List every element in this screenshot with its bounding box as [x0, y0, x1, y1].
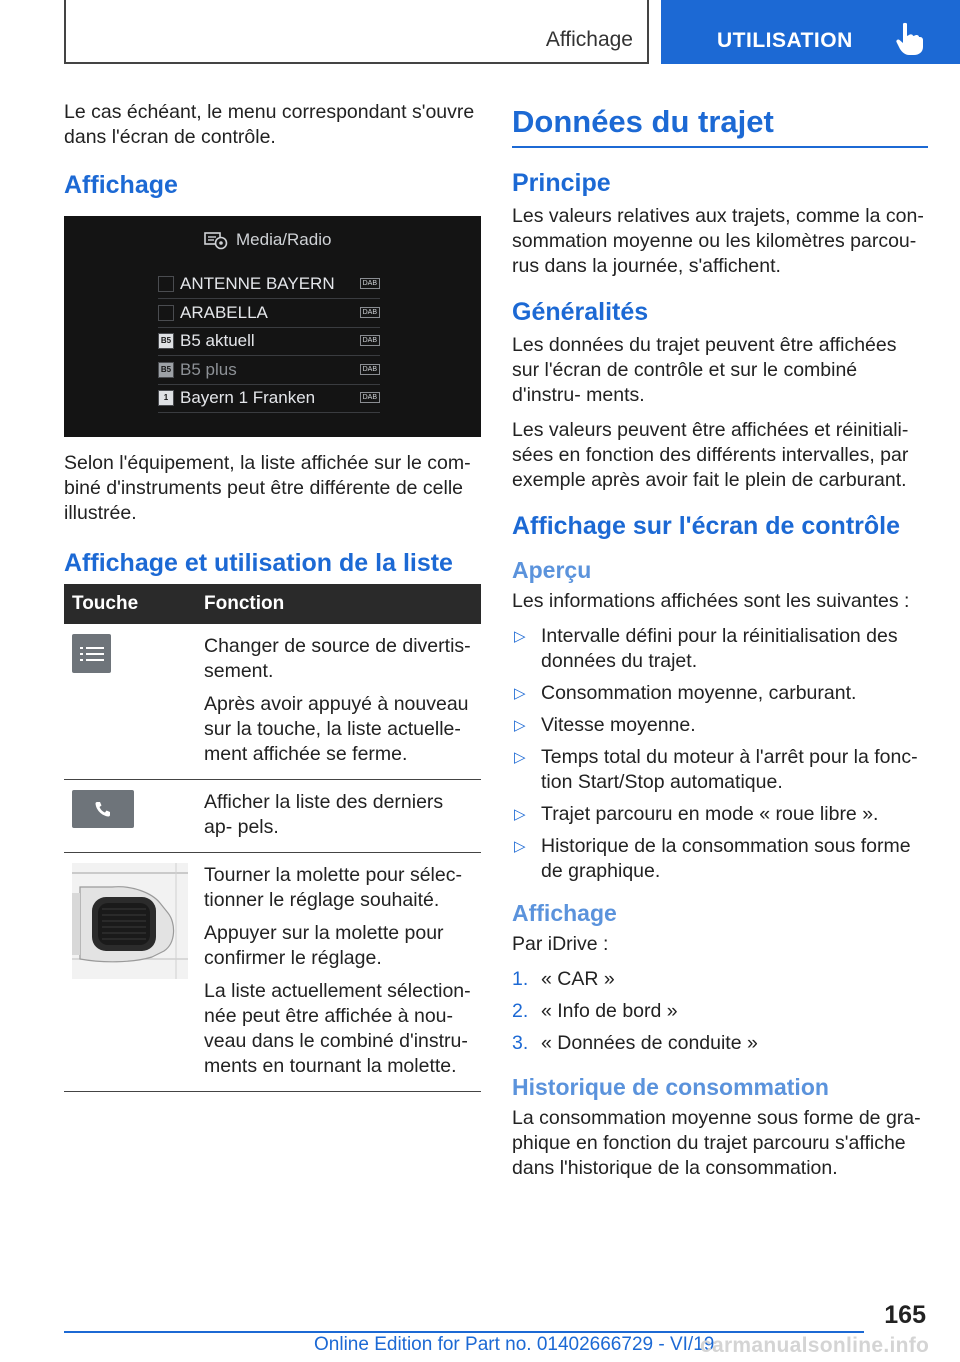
step-number: 2. — [512, 1000, 529, 1022]
station-row — [158, 328, 380, 353]
list-item: ▷ Intervalle défini pour la réinitialisation des données du trajet. — [514, 625, 898, 672]
table-row — [64, 780, 481, 853]
screen-note: Selon l'équipement, la liste affichée sur le com- biné d'instruments peut être différente de celle illustrée. — [64, 452, 471, 524]
step-number: 1. — [512, 968, 529, 990]
page-number: 165 — [884, 1301, 926, 1329]
station-row — [158, 300, 380, 325]
dab-badge: DAB — [360, 307, 380, 318]
header-section-box — [64, 0, 649, 64]
affichage-text: Par iDrive : — [512, 933, 609, 955]
principe-text: Les valeurs relatives aux trajets, comme la con- sommation moyenne ou les kilomètres parcou- rus dans la journée, s'affichent. — [512, 205, 924, 277]
list-item: ▷ Trajet parcouru en mode « roue libre ». — [514, 803, 879, 825]
preset-box: B5 — [158, 333, 174, 349]
historique-text: La consommation moyenne sous forme de gra- phique en fonction du trajet parcouru s'affiche dans l'historique de la consommation. — [512, 1107, 921, 1179]
preset-box — [158, 276, 174, 292]
triangle-bullet-icon: ▷ — [514, 628, 526, 645]
header-chapter-title: UTILISATION — [717, 29, 853, 52]
dab-badge: DAB — [360, 278, 380, 289]
table-cell-text: Après avoir appuyé à nouveau sur la touche, la liste actuelle- ment affichée se ferme. — [204, 693, 469, 765]
generalites-text-2: Les valeurs peuvent être affichées et réinitiali- sées en fonction des différents intervalles, par exemple après avoir fait le plein de carburant. — [512, 419, 909, 491]
station-name: Bayern 1 Franken — [180, 387, 316, 407]
table-cell-text: La liste actuellement sélection- née peut être affichée à nou- veau dans le combiné d'instru- ments en tournant la molette. — [204, 980, 471, 1077]
triangle-bullet-icon: ▷ — [514, 717, 526, 734]
station-name: B5 plus — [180, 359, 237, 379]
dab-badge: DAB — [360, 392, 380, 403]
station-row — [158, 357, 380, 382]
media-radio-icon — [204, 230, 228, 250]
heading-apercu: Aperçu — [512, 557, 592, 583]
list-item: ▷ Vitesse moyenne. — [514, 714, 696, 736]
list-item: ▷ Historique de la consommation sous forme de graphique. — [514, 835, 911, 882]
table-cell-text: Afficher la liste des derniers ap- pels. — [204, 791, 444, 838]
screen-title-bar — [204, 230, 331, 250]
list-item: ▷ Consommation moyenne, carburant. — [514, 682, 857, 704]
heading-list: Affichage et utilisation de la liste — [64, 549, 453, 577]
list-item: 3. « Données de conduite » — [512, 1032, 758, 1054]
list-item: 2. « Info de bord » — [512, 1000, 678, 1022]
heading-affichage-sub: Affichage — [512, 900, 617, 926]
triangle-bullet-icon: ▷ — [514, 749, 526, 766]
function-table — [64, 584, 481, 1092]
radio-screen-photo — [64, 216, 481, 437]
footer-rule — [64, 1331, 864, 1333]
table-cell-text: Tourner la molette pour sélec- tionner le réglage souhaité. — [204, 864, 462, 911]
station-row — [158, 385, 380, 410]
table-cell-text: Changer de source de divertis- sement. — [204, 635, 471, 682]
step-number: 3. — [512, 1032, 529, 1054]
generalites-text-1: Les données du trajet peuvent être affichées sur l'écran de contrôle et sur le combiné d'instru- ments. — [512, 334, 897, 406]
steps-list — [512, 967, 928, 1056]
header-chapter-tab — [661, 0, 960, 64]
station-name: B5 aktuell — [180, 330, 255, 350]
intro-text: Le cas échéant, le menu correspondant s'ouvre dans l'écran de contrôle. — [64, 101, 475, 148]
heading-affichage: Affichage — [64, 171, 178, 199]
thumbwheel-image — [72, 863, 188, 979]
left-column — [64, 100, 481, 1092]
triangle-bullet-icon: ▷ — [514, 685, 526, 702]
watermark: carmanualsonline.info — [700, 1334, 930, 1357]
table-header-fonction: Fonction — [196, 584, 481, 624]
table-row — [64, 853, 481, 1092]
screen-title: Media/Radio — [236, 230, 332, 249]
header-section-title: Affichage — [545, 28, 633, 51]
heading-principe: Principe — [512, 169, 611, 197]
dab-badge: DAB — [360, 335, 380, 346]
station-row — [158, 271, 380, 296]
apercu-text: Les informations affichées sont les suivantes : — [512, 590, 910, 612]
right-column — [512, 100, 928, 1191]
dab-badge: DAB — [360, 364, 380, 375]
heading-ecran: Affichage sur l'écran de contrôle — [512, 512, 900, 540]
section-title: Données du trajet — [512, 100, 928, 148]
footer-edition: Online Edition for Part no. 01402666729 - VI/19 — [314, 1334, 715, 1355]
list-item: 1. « CAR » — [512, 968, 615, 990]
preset-box — [158, 305, 174, 321]
triangle-bullet-icon: ▷ — [514, 806, 526, 823]
list-button-icon — [72, 634, 111, 673]
list-item: ▷ Temps total du moteur à l'arrêt pour la fonc- tion Start/Stop automatique. — [514, 746, 918, 793]
heading-historique: Historique de consommation — [512, 1074, 829, 1100]
table-header-touche: Touche — [64, 584, 196, 624]
preset-box: B5 — [158, 362, 174, 378]
preset-box: 1 — [158, 390, 174, 406]
heading-generalites: Généralités — [512, 298, 649, 326]
table-row — [64, 624, 481, 780]
station-name: ARABELLA — [180, 302, 268, 322]
table-cell-text: Appuyer sur la molette pour confirmer le réglage. — [204, 922, 444, 969]
pointing-hand-icon — [895, 22, 925, 56]
triangle-bullet-icon: ▷ — [514, 838, 526, 855]
info-list — [512, 624, 928, 884]
station-name: ANTENNE BAYERN — [180, 273, 335, 293]
phone-button-icon — [72, 790, 134, 828]
